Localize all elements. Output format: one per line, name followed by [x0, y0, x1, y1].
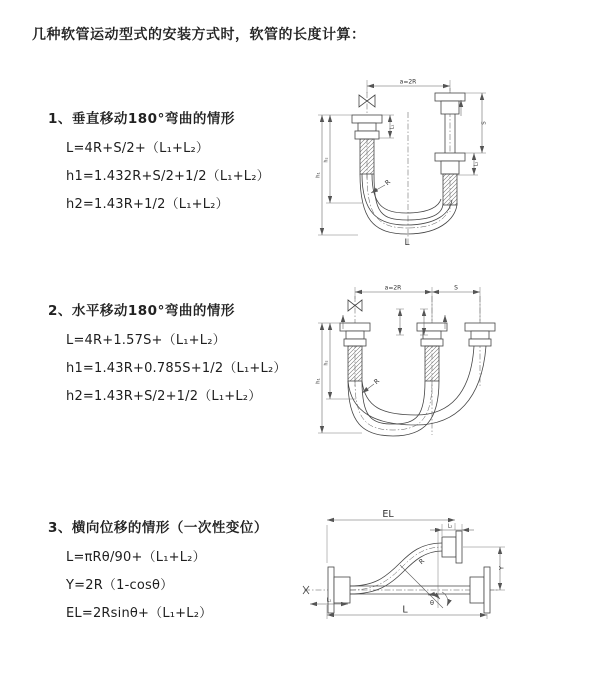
formula-length: L=πRθ/90+（L₁+L₂）: [66, 550, 206, 565]
dim-label-radius: R: [383, 178, 393, 188]
formula-y: Y=2R（1-cosθ）: [66, 578, 174, 593]
right-lower-flange: [470, 567, 490, 613]
section-horizontal-movement: [48, 299, 287, 411]
diagram-vertical-180-bend: [300, 72, 555, 257]
dim-label-a2r: a=2R: [399, 78, 417, 86]
hose-u-bend: [360, 174, 457, 234]
dim-label-radius: R: [417, 557, 427, 567]
dim-el: [327, 509, 455, 563]
dim-label-h2: h₂: [323, 157, 330, 163]
dim-label-l1: L₁: [326, 597, 332, 604]
dim-label-l: L: [402, 604, 408, 616]
dim-label-l2: L₂: [473, 161, 480, 167]
formula-h1: h1=1.432R+S/2+1/2（L₁+L₂）: [66, 169, 270, 184]
dim-label-theta: θ: [430, 599, 434, 607]
dim-a2r-s: [355, 285, 480, 322]
dim-radius: [362, 377, 381, 393]
formula-length: L=4R+S/2+（L₁+L₂）: [66, 141, 210, 156]
braided-hose-right: [443, 174, 457, 205]
formula-h2: h2=1.43R+1/2（L₁+L₂）: [66, 197, 229, 212]
dim-label-el: EL: [382, 509, 394, 520]
diagram-lateral-displacement: [302, 505, 598, 655]
dim-label-s: S: [481, 121, 488, 125]
section-lateral-displacement: [48, 516, 268, 628]
section-1-heading: 1、垂直移动180°弯曲的情形: [48, 111, 235, 127]
dim-l: [327, 605, 487, 620]
dim-label-h1: h₁: [315, 172, 322, 178]
dim-label-radius: R: [372, 377, 382, 387]
hose-u-bends: [348, 346, 486, 436]
middle-connector: [417, 315, 447, 381]
upper-right-flange: [442, 531, 462, 563]
dim-label-h2: h₂: [323, 360, 330, 366]
dim-label-s: S: [454, 284, 458, 292]
diagram-horizontal-180-bend: [308, 283, 543, 473]
dim-a2r: [367, 79, 450, 94]
formula-length: L=4R+1.57S+（L₁+L₂）: [66, 333, 226, 348]
braided-hose-left: [348, 346, 362, 381]
section-2-heading: 2、水平移动180°弯曲的情形: [48, 303, 235, 319]
braided-hose-left: [360, 139, 374, 174]
left-connector: [352, 115, 382, 174]
dim-label-l2: L₂: [447, 523, 453, 530]
dim-label-a2r: a=2R: [384, 284, 402, 292]
dim-s-l2: [457, 93, 488, 175]
formula-h2: h2=1.43R+S/2+1/2（L₁+L₂）: [66, 389, 262, 404]
formula-h1: h1=1.43R+0.785S+1/2（L₁+L₂）: [66, 361, 287, 376]
dim-y: [498, 547, 506, 590]
dim-label-l1: L₁: [389, 124, 396, 130]
section-3-heading: 3、横向位移的情形（一次性变位）: [48, 520, 268, 536]
dim-label-h1: h₁: [315, 378, 322, 384]
dim-label-length: L: [404, 238, 410, 248]
centerlines: [355, 296, 480, 435]
dim-l2: [430, 524, 474, 537]
formula-el: EL=2Rsinθ+（L₁+L₂）: [66, 606, 213, 621]
left-flange: [328, 567, 350, 613]
left-connector: [340, 315, 370, 381]
page-title: 几种软管运动型式的安装方式时，软管的长度计算：: [32, 27, 366, 43]
section-vertical-movement: [48, 107, 270, 219]
braided-hose-middle: [425, 346, 439, 381]
right-connector: [465, 323, 495, 346]
dim-label-y: Y: [497, 566, 506, 570]
